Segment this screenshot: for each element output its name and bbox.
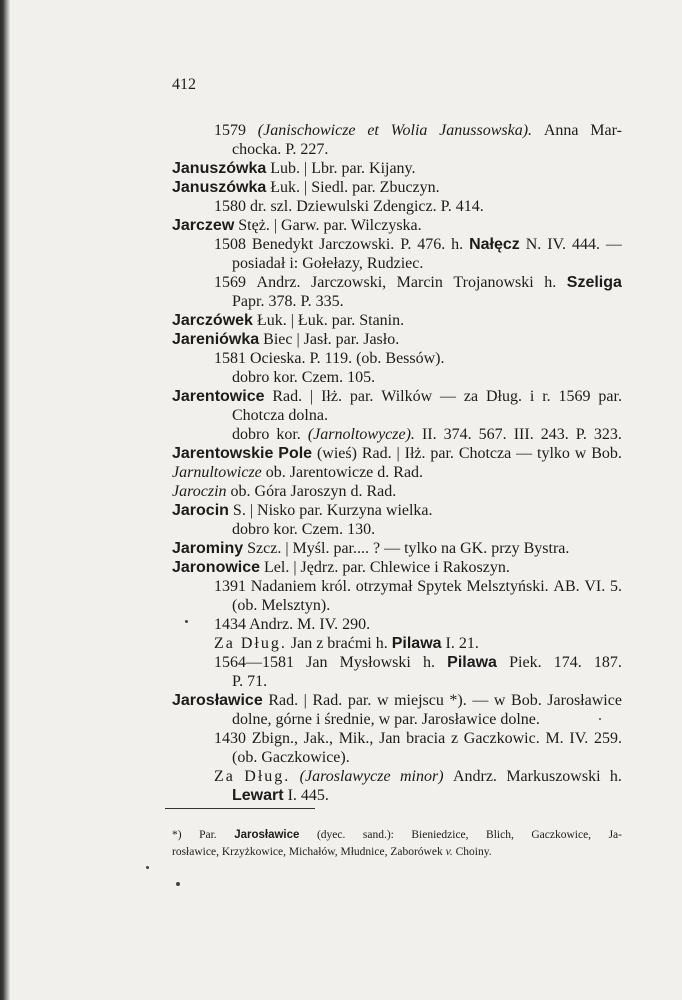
headword-text: Pole bbox=[278, 445, 313, 462]
entry-line bbox=[172, 463, 423, 483]
entry-text: Spytek bbox=[417, 578, 462, 595]
book-spine-edge bbox=[0, 0, 10, 1000]
entry-line bbox=[232, 254, 423, 274]
entry-text: sand.): bbox=[362, 829, 394, 841]
entry-text: | bbox=[310, 388, 314, 405]
entry-text: i bbox=[529, 388, 535, 405]
entry-text: tylko bbox=[537, 445, 570, 462]
entry-line bbox=[232, 748, 350, 768]
entry-text: Lub. | Lbr. par. Kijany. bbox=[266, 160, 416, 177]
entry-text: r. bbox=[542, 388, 551, 405]
entry-text: Szeliga bbox=[566, 274, 622, 291]
entry-text: Łuk. | Siedl. par. Zbuczyn. bbox=[266, 179, 440, 196]
entry-text: 1569 bbox=[558, 388, 591, 405]
scan-speck bbox=[176, 882, 180, 886]
entry-text: Łuk. | Łuk. par. Stanin. bbox=[252, 312, 405, 329]
entry-text: Stęż. | Garw. par. Wilczyska. bbox=[234, 217, 422, 234]
entry-text: — bbox=[516, 445, 533, 462]
entry-text: Za bbox=[214, 768, 235, 785]
entry-text: 1569 bbox=[214, 274, 246, 291]
entry-text: (Janischowicze bbox=[257, 122, 356, 139]
entry-text: Marcin bbox=[396, 274, 443, 291]
entry-text: II. bbox=[421, 426, 437, 443]
entry-text: (Jarnoltowycze). bbox=[307, 426, 415, 443]
entry-text: w bbox=[376, 692, 389, 709]
entry-text: Ja- bbox=[608, 829, 622, 841]
headword: Jareniówka bbox=[172, 331, 260, 348]
entry-text: Pilawa bbox=[447, 654, 497, 671]
scan-speck bbox=[599, 718, 601, 720]
entry-text: P. bbox=[400, 236, 412, 253]
entry-text: Wolia bbox=[390, 122, 428, 139]
entry-line bbox=[232, 786, 329, 806]
entry-line bbox=[214, 577, 622, 597]
entry-text: S. | Nisko par. Kurzyna wielka. bbox=[228, 502, 433, 519]
entry-text: chocka. P. 227. bbox=[232, 141, 329, 158]
entry-text: Jan bbox=[306, 654, 328, 671]
entry-line bbox=[214, 235, 622, 255]
entry-text: 1579 bbox=[214, 122, 246, 139]
entry-text: *) bbox=[172, 829, 182, 841]
entry-text: Trojanowski bbox=[453, 274, 534, 291]
entry-text: ob. Jarentowicze d. Rad. bbox=[261, 464, 424, 481]
scan-speck bbox=[146, 866, 149, 869]
entry-text: posiadał i: Gołełazy, Rudziec. bbox=[232, 255, 424, 272]
entry-line bbox=[214, 653, 622, 673]
entry-line bbox=[214, 121, 622, 141]
entry-text: Par. bbox=[199, 829, 217, 841]
entry-line bbox=[172, 216, 422, 236]
entry-text: M. bbox=[545, 730, 564, 747]
entry-text: AB. bbox=[553, 578, 580, 595]
entry-line bbox=[172, 159, 416, 179]
entry-text: IV. bbox=[569, 730, 589, 747]
entry-text: dolne, górne i średnie, w par. Jarosławice dolne. bbox=[232, 711, 540, 728]
footnote-rule bbox=[165, 808, 315, 809]
entry-text: otrzymał bbox=[355, 578, 413, 595]
entry-text: 476. bbox=[417, 236, 446, 253]
entry-line bbox=[214, 273, 622, 293]
bold-term: Lewart bbox=[232, 787, 284, 804]
entry-text: III. bbox=[513, 426, 534, 443]
entry-text: Rad. bbox=[272, 388, 303, 405]
entry-text: 243. bbox=[540, 426, 569, 443]
entry-text: kor. bbox=[276, 426, 301, 443]
entry-line bbox=[232, 596, 330, 616]
entry-text: 174. bbox=[553, 654, 582, 671]
entry-line bbox=[172, 501, 433, 521]
entry-text: z bbox=[450, 730, 459, 747]
entry-text: ob. Góra Jaroszyn d. Rad. bbox=[226, 483, 397, 500]
entry-text: Rad. bbox=[361, 445, 392, 462]
entry-line bbox=[232, 368, 375, 388]
entry-text: 444. bbox=[571, 236, 600, 253]
entry-line bbox=[172, 178, 440, 198]
entry-text: Bieniedzice, bbox=[411, 829, 469, 841]
entry-text: h. bbox=[422, 654, 435, 671]
entry-text: h. bbox=[451, 236, 464, 253]
entry-line bbox=[232, 710, 540, 730]
entry-line bbox=[214, 729, 622, 749]
entry-line bbox=[232, 672, 267, 692]
entry-text: Jarczowski. bbox=[319, 236, 395, 253]
entry-text: par. bbox=[347, 692, 372, 709]
headword: Jarocin bbox=[172, 502, 229, 519]
entry-text: | bbox=[303, 692, 307, 709]
scan-speck bbox=[185, 620, 188, 623]
entry-text: Jarczowski, bbox=[311, 274, 387, 291]
italic-term: Jarnultowicze bbox=[172, 464, 262, 481]
entry-text: Andrz. bbox=[256, 274, 301, 291]
entry-text: 323. bbox=[593, 426, 622, 443]
entry-line bbox=[232, 292, 344, 312]
entry-line bbox=[214, 197, 484, 217]
entry-text: w bbox=[574, 445, 587, 462]
entry-text: par. bbox=[598, 388, 622, 405]
italic-term: Jaroczin bbox=[172, 483, 227, 500]
entry-line bbox=[232, 406, 328, 426]
entry-text: Jarosławice bbox=[234, 829, 300, 841]
entry-line bbox=[214, 349, 445, 369]
entry-text: Choiny. bbox=[452, 846, 492, 858]
entry-line bbox=[232, 520, 375, 540]
entry-line bbox=[172, 387, 622, 407]
entry-text: Zbign., bbox=[251, 730, 298, 747]
entry-text: Iłż. bbox=[404, 445, 426, 462]
headword: Januszówka bbox=[172, 160, 267, 177]
entry-text: Anna bbox=[543, 122, 579, 139]
entry-line bbox=[214, 767, 622, 787]
entry-text: Wilków bbox=[381, 388, 433, 405]
entry-text: 1430 bbox=[214, 730, 246, 747]
entry-line bbox=[214, 634, 479, 654]
entry-text: (Jaroslawycze bbox=[299, 768, 391, 785]
entry-text: — bbox=[440, 388, 457, 405]
entry-line bbox=[172, 444, 622, 464]
entry-text: Mar- bbox=[590, 122, 622, 139]
entry-text: (ob. Melsztyn). bbox=[232, 597, 331, 614]
entry-text: Chotcza dolna. bbox=[232, 407, 328, 424]
entry-text: (ob. Gaczkowice). bbox=[232, 749, 350, 766]
entry-line bbox=[232, 140, 328, 160]
entry-text: Mysłowski bbox=[339, 654, 411, 671]
headword-text: Jarentowskie bbox=[172, 445, 274, 462]
entry-text: 259. bbox=[593, 730, 622, 747]
entry-text: — bbox=[472, 692, 489, 709]
entry-text: Dług. bbox=[486, 388, 522, 405]
entry-text: Melsztyński. bbox=[466, 578, 549, 595]
entry-line bbox=[172, 558, 510, 578]
entry-line bbox=[172, 311, 404, 331]
entry-text: Dług. bbox=[244, 768, 291, 785]
headword: Jarczew bbox=[172, 217, 235, 234]
entry-text: 1508 bbox=[214, 236, 246, 253]
entry-text: minor) bbox=[399, 768, 444, 785]
entry-line bbox=[172, 330, 399, 350]
entry-text: | bbox=[396, 445, 400, 462]
entry-text: Markuszowski bbox=[506, 768, 601, 785]
entry-text: Rad. bbox=[312, 692, 343, 709]
entry-text: Mik., bbox=[338, 730, 374, 747]
entry-line bbox=[172, 482, 396, 502]
entry-text: 374. bbox=[443, 426, 472, 443]
entry-text: Piek. bbox=[509, 654, 542, 671]
entry-text: Za Dług. bbox=[214, 635, 287, 652]
entry-text: Papr. 378. P. 335. bbox=[232, 293, 344, 310]
entry-text: Blich, bbox=[486, 829, 514, 841]
footnote-line bbox=[172, 844, 492, 861]
entry-text: Bob. bbox=[591, 445, 622, 462]
entry-text: Gaczkowic. bbox=[463, 730, 540, 747]
entry-text: Lel. | Jędrz. par. Chlewice i Rakoszyn. bbox=[260, 559, 510, 576]
entry-text: VI. bbox=[584, 578, 606, 595]
entry-text: bracia bbox=[406, 730, 446, 747]
entry-text: par. bbox=[430, 445, 454, 462]
headword: Jarominy bbox=[172, 540, 244, 557]
entry-text: w bbox=[493, 692, 506, 709]
entry-text: P. bbox=[575, 426, 587, 443]
footnote-line bbox=[172, 827, 622, 844]
entry-text: Iłż. bbox=[321, 388, 342, 405]
entry-text: dobro kor. Czem. 130. bbox=[232, 521, 376, 538]
entry-line bbox=[172, 539, 569, 559]
entry-text: za bbox=[463, 388, 479, 405]
entry-text: Jarosławice bbox=[547, 692, 622, 709]
italic-term: v. bbox=[445, 846, 453, 858]
headword: Jarczówek bbox=[172, 312, 253, 329]
entry-text: Janussowska). bbox=[439, 122, 533, 139]
entry-text: 1391 bbox=[214, 578, 246, 595]
headword: Januszówka bbox=[172, 179, 267, 196]
entry-line bbox=[172, 691, 622, 711]
entry-text: 1564—1581 bbox=[214, 654, 294, 671]
entry-text: h. bbox=[609, 768, 622, 785]
entry-text: h. bbox=[544, 274, 557, 291]
entry-text: miejscu bbox=[394, 692, 444, 709]
entry-text: Nałęcz bbox=[469, 236, 520, 253]
entry-text: dobro kor. Czem. 105. bbox=[232, 369, 376, 386]
entry-text: Nadaniem bbox=[250, 578, 317, 595]
entry-text: Gaczkowice, bbox=[531, 829, 592, 841]
bold-term: Pilawa bbox=[391, 635, 442, 652]
entry-text: Biec | Jasł. par. Jasło. bbox=[259, 331, 400, 348]
entry-text: Szcz. | Myśl. par.... ? — tylko na GK. przy Bystra. bbox=[243, 540, 570, 557]
entry-text: (dyec. bbox=[316, 829, 346, 841]
entry-text: król. bbox=[321, 578, 351, 595]
headword: Jaronowice bbox=[172, 559, 261, 576]
entry-text: Jan bbox=[379, 730, 401, 747]
entry-text: Benedykt bbox=[251, 236, 314, 253]
entry-text: Andrz. bbox=[452, 768, 497, 785]
entry-text: (wieś) bbox=[316, 445, 357, 462]
entry-text: 1434 Andrz. M. IV. 290. bbox=[214, 616, 371, 633]
entry-text: I. 21. bbox=[441, 635, 479, 652]
entry-text: Jak., bbox=[303, 730, 333, 747]
entry-text: IV. bbox=[547, 236, 567, 253]
entry-text: Bob. bbox=[511, 692, 542, 709]
headword-text: Jarosławice bbox=[172, 692, 263, 709]
entry-text: Rad. bbox=[268, 692, 299, 709]
entry-text: 1580 dr. szl. Dziewulski Zdengicz. P. 414. bbox=[214, 198, 484, 215]
entry-text: 187. bbox=[593, 654, 622, 671]
entry-text: et bbox=[367, 122, 379, 139]
entry-line bbox=[214, 615, 370, 635]
entry-text: Jan z braćmi h. bbox=[286, 635, 392, 652]
entry-text: 567. bbox=[478, 426, 507, 443]
entry-line bbox=[232, 425, 622, 445]
entry-text: dobro bbox=[232, 426, 270, 443]
entry-text: 5. bbox=[609, 578, 622, 595]
entry-text: P. 71. bbox=[232, 673, 268, 690]
headword-text: Jarentowice bbox=[172, 388, 265, 405]
entry-text: — bbox=[605, 236, 622, 253]
entry-text: rosławice, Krzyżkowice, Michałów, Młudnice, Zaborówek bbox=[172, 846, 446, 858]
entry-text: par. bbox=[349, 388, 374, 405]
entry-text: Chotcza bbox=[458, 445, 512, 462]
entry-text: I. 445. bbox=[283, 787, 329, 804]
entry-text: N. bbox=[525, 236, 542, 253]
page-number: 412 bbox=[172, 76, 196, 93]
entry-text: *). bbox=[449, 692, 467, 709]
entry-text: 1581 Ocieska. P. 119. (ob. Bessów). bbox=[214, 350, 445, 367]
